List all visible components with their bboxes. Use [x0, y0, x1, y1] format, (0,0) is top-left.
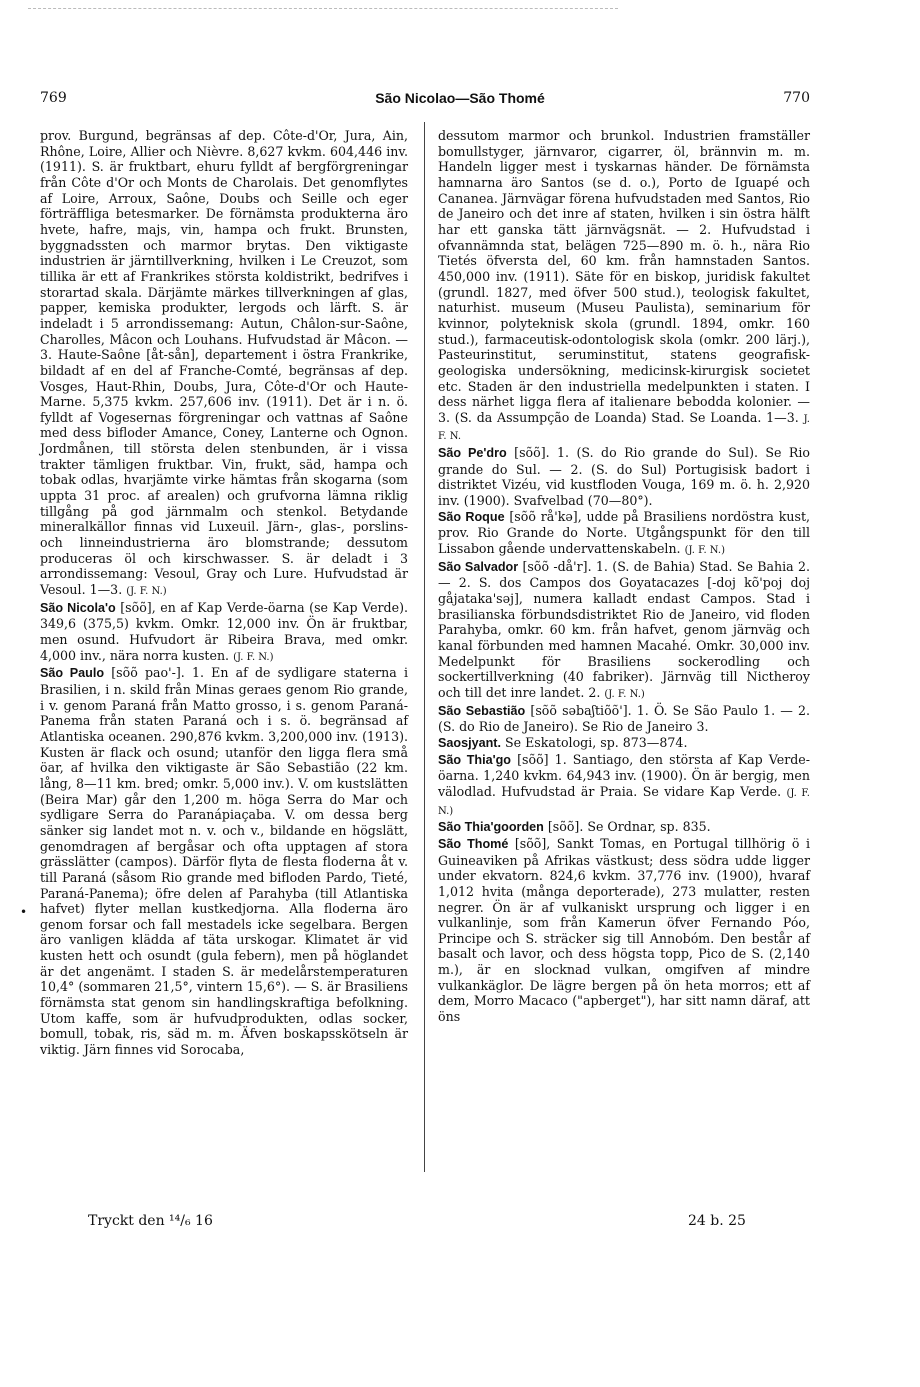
author-signature: (J. F. N.): [126, 586, 167, 598]
column-divider: [424, 122, 425, 1172]
entry-headword: São Thia'go: [438, 752, 511, 767]
author-signature: (J. F. N.): [684, 545, 725, 557]
author-signature: (J. F. N.): [604, 688, 645, 700]
entry-sao-salvador: São Salvador [sõõ -då'r]. 1. (S. de Bahia) Stad. Se Bahia 2. — 2. S. dos Campos dos Goyatacazes [-doj kõ'poj doj gåjataka'səj], numera kalladt endast Campos. Stad i brasilianska förbundsdistriktet Rio de Janeiro, vid floden Parahyba, omkr. 60 km. från hafvet, genom järnväg och kanal förbunden med hamnen Macahé. Omkr. 30,000 inv. Medelpunkt för Brasiliens sockerodling och sockertillverkning (40 fabriker). Järnväg till Nictheroy och till det inre landet. 2. (J. F. N.): [438, 558, 810, 700]
author-signature: J. F. N.: [438, 413, 810, 443]
entry-headword: São Paulo: [40, 666, 105, 681]
entry-sao-thiagoorden: São Thia'goorden [sõõ]. Se Ordnar, sp. 835.: [438, 819, 711, 835]
entry-headword: São Roque: [438, 509, 505, 524]
entry-sao-pedro: São Pe'dro [sõõ]. 1. (S. do Rio grande do Sul). Se Rio grande do Sul. — 2. (S. do Sul) Portugisisk badort i distriktet Vizéu, vid kustfloden Vouga, 169 m. ö. h. 2,920 inv. (1900). Svafvelbad (70—80°).: [438, 445, 811, 509]
left-column: [40, 128, 408, 1058]
entry-continuation: prov. Burgund, begränsas af dep. Côte-d'Or, Jura, Ain, Rhône, Loire, Allier och Nièvre. 8,627 kvkm. 604,446 inv. (1911). S. är fruktbart, ehuru fylldt af bergförgreningar från Côte d'Or och Monts de Charolais. Det genomflytes af Loire, Arroux, Saône, Doubs och Seille och eger förträffliga betesmarker. De förnämsta produkterna äro hvete, hafre, majs, vin, hampa och frukt. Brunsten, byggnadssten och marmor brytas. Den viktigaste industrien är järntillverkning, hvilken i Le Creuzot, som tillika är ett af Frankrikes största koldistrikt, bedrifves i storartad skala. Därjämte märkes tillverkningen af glas, papper, kemiska produkter, lergods och lärft. S. är indeladt i 5 arrondissemang: Autun, Châlon-sur-Saône, Charolles, Mâcon och Louhans. Hufvudstad är Mâcon. — 3. Haute-Saône [åt-sån], departement i östra Frankrike, bildadt af en del af Franche-Comté, begränsas af dep. Vosges, Haut-Rhin, Doubs, Jura, Côte-d'Or och Haute-Marne. 5,375 kvkm. 257,606 inv. (1911). Det är i n. ö. fylldt af Vogesernas förgreningar och vattnas af Saône med dess bifloder Amance, Coney, Lanterne och Ognon. Jordmånen, till största delen stenbunden, är i vissa trakter tämligen fruktbar. Vin, frukt, säd, hampa och tobak odlas, hvarjämte virke hämtas från skogarna (som uppta 31 proc. af arealen) och grufvorna lämna riklig tillgång på god järnmalm och stenkol. Betydande mineralkällor finnas vid Luxeuil. Järn-, glas-, porslins- och linneindustrierna äro blomstrande; dessutom produceras öl och kirschwasser. S. är deladt i 3 arrondissemang: Vesoul, Gray och Lure. Hufvudstad är Vesoul. 1—3. (J. F. N.): [40, 128, 408, 598]
author-signature: (J. F. N.): [233, 651, 274, 663]
scan-edge-line: [28, 8, 618, 10]
entry-continuation: dessutom marmor och brunkol. Industrien framställer bomullstyger, järnvaror, cigarrer, öl, brännvin m. m. Handeln ligger mest i tyskarnas händer. De förnämsta hamnarna äro Santos (se d. o.), Porto de Iguapé och Cananea. Järnvägar förena hufvudstaden med Santos, Rio de Janeiro och det inre af staten, hvilken i sin östra hälft har ett ganska tätt järnvägsnät. — 2. Hufvudstad i ofvannämnda stat, belägen 725—890 m. ö. h., nära Rio Tietés öfversta del, 60 km. från hamnstaden Santos. 450,000 inv. (1911). Säte för en biskop, juridisk fakultet (grundl. 1827, med öfver 500 stud.), teologisk fakultet, naturhist. museum (Museu Paulista), seminarium för kvinnor, polyteknisk skola (grundl. 1894, omkr. 160 stud.), farmaceutisk-odontologisk skola (omkr. 200 lärj.), Pasteurinstitut, seruminstitut, statens geografisk-geologiska undersökning, medicinsk-kirurgisk societet etc. Staden är den industriella medelpunkten i staten. I dess närhet ligga flera af italienare bebodda kolonier. — 3. (S. da Assumpção de Loanda) Stad. Se Loanda. 1—3. J. F. N.: [438, 128, 810, 443]
entry-sao-nicolao: São Nicola'o [sõõ], en af Kap Verde-öarna (se Kap Verde). 349,6 (375,5) kvkm. Omkr. 12,000 inv. Ön är fruktbar, men osund. Hufvudort är Ribeira Brava, med omkr. 4,000 inv., nära norra kusten. (J. F. N.): [40, 599, 408, 663]
entry-sao-thiago: São Thia'go [sõõ] 1. Santiago, den största af Kap Verde-öarna. 1,240 kvkm. 64,943 inv. (1900). Ön är bergig, men välodlad. Hufvudstad är Praia. Se vidare Kap Verde. (J. F. N.): [438, 751, 810, 817]
entry-headword: São Salvador: [438, 559, 519, 574]
page-number-right: 770: [783, 90, 810, 106]
entry-headword: São Sebastião: [438, 703, 526, 718]
entry-headword: São Thia'goorden: [438, 820, 544, 835]
page-number-left: 769: [40, 90, 67, 106]
entry-sao-roque: São Roque [sõõ rå'kə], udde på Brasiliens nordöstra kust, prov. Rio Grande do Norte. Utgångspunkt för den till Lissabon gående undervattenskabeln. (J. F. N.): [438, 508, 811, 557]
entry-saosjyant: Saosjyant. Se Eskatologi, sp. 873—874.: [438, 734, 688, 750]
signature-mark: 24 b. 25: [688, 1213, 746, 1229]
entry-headword: São Nicola'o: [40, 600, 116, 615]
entry-sao-paulo: São Paulo [sõõ pao'-]. 1. En af de sydligare staterna i Brasilien, i n. skild från Minas geraes genom Rio grande, i v. genom Paraná från Matto grosso, i s. genom Paraná-Panema från staten Paraná och i s. ö. begränsad af Atlantiska oceanen. 290,876 kvkm. 3,200,000 inv. (1913). Kusten är flack och osund; utanför den ligga flera små öar, af hvilka den viktigaste är São Sebastião (22 km. lång, 8—11 km. bred; omkr. 5,000 inv.). V. om kustslätten (Beira Mar) går den 1,200 m. höga Serra do Mar och sydligare Serra do Paranápiaçaba. V. om dessa berg sänker sig landet mot n. v. och v., bildande en högslätt, genomdragen af bergåsar och ofta upptagen af stora grässlätter (campos). Därför flyta de flesta floderna åt v. till Paraná (såsom Rio grande med bifloden Pardo, Tieté, Paraná-Panema); öfre delen af Parahyba (till Atlantiska hafvet) flyter mellan kustkedjorna. Alla floderna äro genom forsar och fall mestadels icke segelbara. Bergen äro vanligen klädda af täta urskogar. Klimatet är vid kusten hett och osundt (gula febern), men på höglandet är det angenämt. I staden S. är medelårstemperaturen 10,4° (sommaren 21,5°, vintern 15,6°). — S. är Brasiliens förnämsta stat genom sin handlingskraftiga befolkning. Utom kaffe, som är hufvudprodukten, odlas socker, bomull, tobak, ris, säd m. m. Äfven boskapsskötseln är viktig. Järn finnes vid Sorocaba,: [40, 665, 408, 1058]
margin-bullet-icon: •: [20, 905, 28, 919]
entry-headword: Saosjyant.: [438, 735, 501, 750]
entry-headword: São Thomé: [438, 836, 509, 851]
entry-headword: São Pe'dro: [438, 446, 507, 461]
right-column: [438, 128, 810, 1025]
entry-sao-thome: São Thomé [sõõ], Sankt Tomas, en Portugal tillhörig ö i Guineaviken på Afrikas västkust; dess södra udde ligger under ekvatorn. 824,6 kvkm. 37,776 inv. (1900), hvaraf 1,012 hvita (många deporterade), 273 mulatter, resten negrer. Ön är af vulkaniskt ursprung och ligger i en vulkanlinje, som från Kamerun öfver Fernando Póo, Principe och S. sträcker sig till Annobóm. Den består af basalt och lavor, och dess högsta topp, Pico de S. (2,140 m.), är en slocknad vulkan, omgifven af mindre vulkankäglor. De lägre bergen på ön heta morros; ett af dem, Morro Macaco ("apberget"), har sitt namn däraf, att öns: [438, 835, 810, 1025]
print-date: Tryckt den ¹⁴/₆ 16: [88, 1213, 213, 1229]
entry-sao-sebastiao: São Sebastião [sõõ səbaʃtiõõ']. 1. Ö. Se São Paulo 1. — 2. (S. do Rio de Janeiro). Se Rio de Janeiro 3.: [438, 702, 810, 735]
author-signature: (J. F. N.): [438, 787, 810, 817]
page-title: São Nicolao—São Thomé: [375, 90, 545, 106]
